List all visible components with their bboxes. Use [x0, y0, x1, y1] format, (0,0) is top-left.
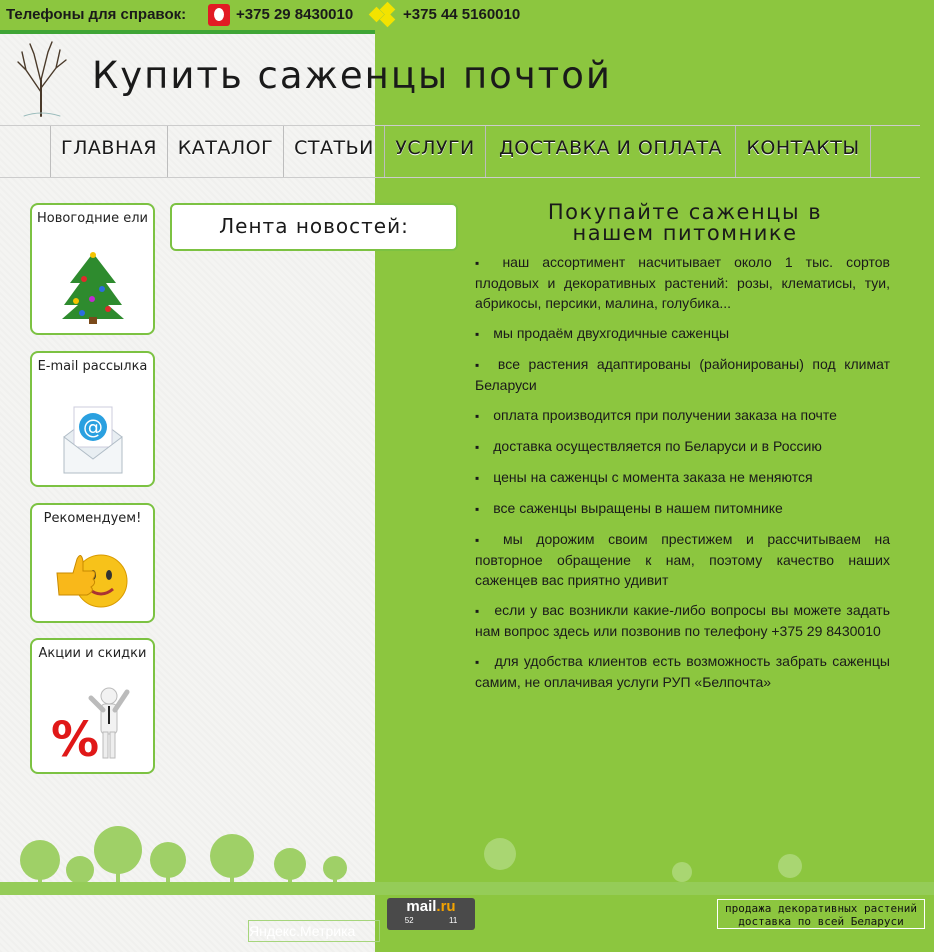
list-item: ▪ наш ассортимент насчитывает около 1 тыс. сортов плодовых и декоративных растений: розы, клематисы, туи, абрикосы, персики, малина, голубика...	[475, 252, 890, 313]
mailru-logo-suffix: .ru	[436, 898, 456, 915]
svg-text:%: %	[50, 712, 99, 764]
main-navigation	[0, 125, 920, 178]
sidebar-box-christmas-trees[interactable]	[30, 203, 155, 335]
list-item: ▪ все растения адаптированы (районированы) под климат Беларуси	[475, 354, 890, 395]
promo-line: продажа декоративных растений	[724, 902, 918, 915]
sidebar-box-recommended[interactable]	[30, 503, 155, 623]
nav-item-articles[interactable]: СТАТЬИ	[283, 126, 384, 177]
sidebar-box-promotions[interactable]	[30, 638, 155, 774]
mailru-logo-text: mail	[406, 898, 437, 915]
discount-percent-icon	[51, 684, 135, 764]
promo-line: доставка по всей Беларуси	[738, 915, 904, 928]
list-item: ▪ для удобства клиентов есть возможность забрать саженцы самим, не оплачивая услуги РУП «Белпочта»	[475, 651, 890, 692]
list-item: ▪ все саженцы выращены в нашем питомнике	[475, 498, 890, 519]
top-contact-bar	[0, 0, 934, 30]
svg-text:@: @	[82, 415, 103, 439]
main-heading: Покупайте саженцы в нашем питомнике	[547, 200, 823, 245]
sidebar-box-title: E-mail рассылка	[37, 359, 148, 374]
mailru-counter[interactable]	[387, 898, 475, 930]
tree-logo-icon[interactable]	[10, 40, 72, 118]
sidebar-box-email-newsletter[interactable]	[30, 351, 155, 487]
yandex-metrika-counter[interactable]: Яндекс.Метрика	[248, 920, 380, 942]
list-item: ▪ если у вас возникли какие-либо вопросы вы можете задать нам вопрос здесь или позвонив по телефону +375 29 8430010	[475, 600, 890, 641]
christmas-tree-icon	[58, 249, 128, 325]
nav-item-home[interactable]: ГЛАВНАЯ	[50, 126, 167, 177]
sidebar-box-title: Рекомендуем!	[43, 511, 142, 526]
news-feed-header[interactable]: Лента новостей:	[170, 203, 458, 251]
list-item: ▪ доставка осуществляется по Беларуси и в Россию	[475, 436, 890, 457]
list-item: ▪ мы продаём двухгодичные саженцы	[475, 323, 890, 344]
site-title[interactable]: Купить саженцы почтой	[92, 54, 612, 97]
email-envelope-icon	[58, 397, 128, 477]
phone-mts[interactable]: +375 29 8430010	[236, 6, 354, 23]
nav-item-catalog[interactable]: КАТАЛОГ	[167, 126, 283, 177]
nav-item-delivery-payment[interactable]: ДОСТАВКА И ОПЛАТА	[485, 126, 735, 177]
footer-trees-decoration	[0, 820, 934, 895]
list-item: ▪ мы дорожим своим престижем и рассчитываем на повторное обращение к нам, поэтому качество наших саженцев вас приятно удивит	[475, 529, 890, 590]
benefits-list	[475, 252, 890, 702]
footer-promo-box	[717, 899, 925, 929]
velcom-operator-icon	[368, 4, 398, 26]
list-item: ▪ оплата производится при получении заказа на почте	[475, 405, 890, 426]
phone-velcom[interactable]: +375 44 5160010	[403, 6, 521, 23]
sidebar-box-title: Акции и скидки	[38, 646, 147, 661]
mailru-count-visitors: 52	[404, 916, 414, 925]
nav-item-services[interactable]: УСЛУГИ	[384, 126, 485, 177]
sidebar-box-title: Новогодние ели	[37, 211, 148, 226]
thumbs-up-smiley-icon	[53, 539, 133, 613]
mts-operator-icon	[208, 4, 230, 26]
mailru-count-today: 11	[448, 916, 458, 925]
phones-label: Телефоны для справок:	[6, 6, 187, 23]
nav-item-contacts[interactable]: КОНТАКТЫ	[735, 126, 871, 177]
list-item: ▪ цены на саженцы с момента заказа не меняются	[475, 467, 890, 488]
